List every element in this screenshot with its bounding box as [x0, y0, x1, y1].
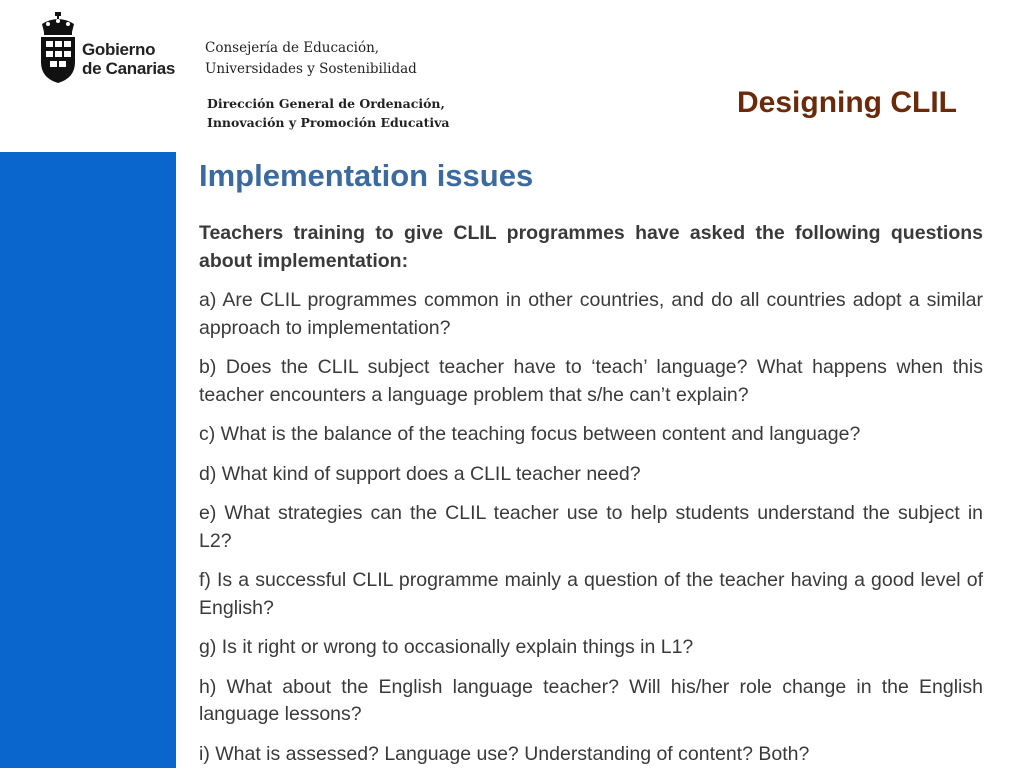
slide-content — [199, 220, 983, 780]
department-line2: Universidades y Sostenibilidad — [205, 61, 417, 77]
question-item: d) What kind of support does a CLIL teacher need? — [199, 462, 641, 485]
directorate-line2: Innovación y Promoción Educativa — [207, 115, 450, 130]
department-line1: Consejería de Educación, — [205, 40, 380, 56]
question-item: g) Is it right or wrong to occasionally explain things in L1? — [199, 636, 694, 658]
question-item: h) What about the English language teacher? Will his/her role change in the English language lessons? — [199, 675, 983, 725]
question-item: i) What is assessed? Language use? Understanding of content? Both? — [199, 742, 810, 765]
blue-sidebar — [0, 152, 176, 768]
question-item: f) Is a successful CLIL programme mainly a question of the teacher having a good level of English? — [199, 569, 983, 619]
question-item: a) Are CLIL programmes common in other countries, and do all countries adopt a similar approach to implementation? — [199, 289, 983, 339]
coat-of-arms-icon — [38, 12, 78, 84]
slide-title: Designing CLIL — [737, 86, 957, 119]
department-name — [205, 38, 417, 80]
directorate-name — [207, 94, 449, 132]
directorate-line1: Dirección General de Ordenación, — [207, 96, 445, 111]
gov-name-line1: Gobierno — [82, 40, 156, 59]
question-item: e) What strategies can the CLIL teacher use to help students understand the subject in L2? — [199, 502, 983, 552]
section-heading: Implementation issues — [199, 158, 534, 193]
question-item: c) What is the balance of the teaching focus between content and language? — [199, 423, 861, 445]
question-item: b) Does the CLIL subject teacher have to ‘teach’ language? What happens when this teacher encounters a language problem that s/he can’t explain? — [199, 356, 983, 406]
government-name — [82, 40, 175, 78]
intro-paragraph: Teachers training to give CLIL programmes have asked the following questions about implementation: — [199, 222, 983, 272]
gov-name-line2: de Canarias — [82, 59, 176, 78]
